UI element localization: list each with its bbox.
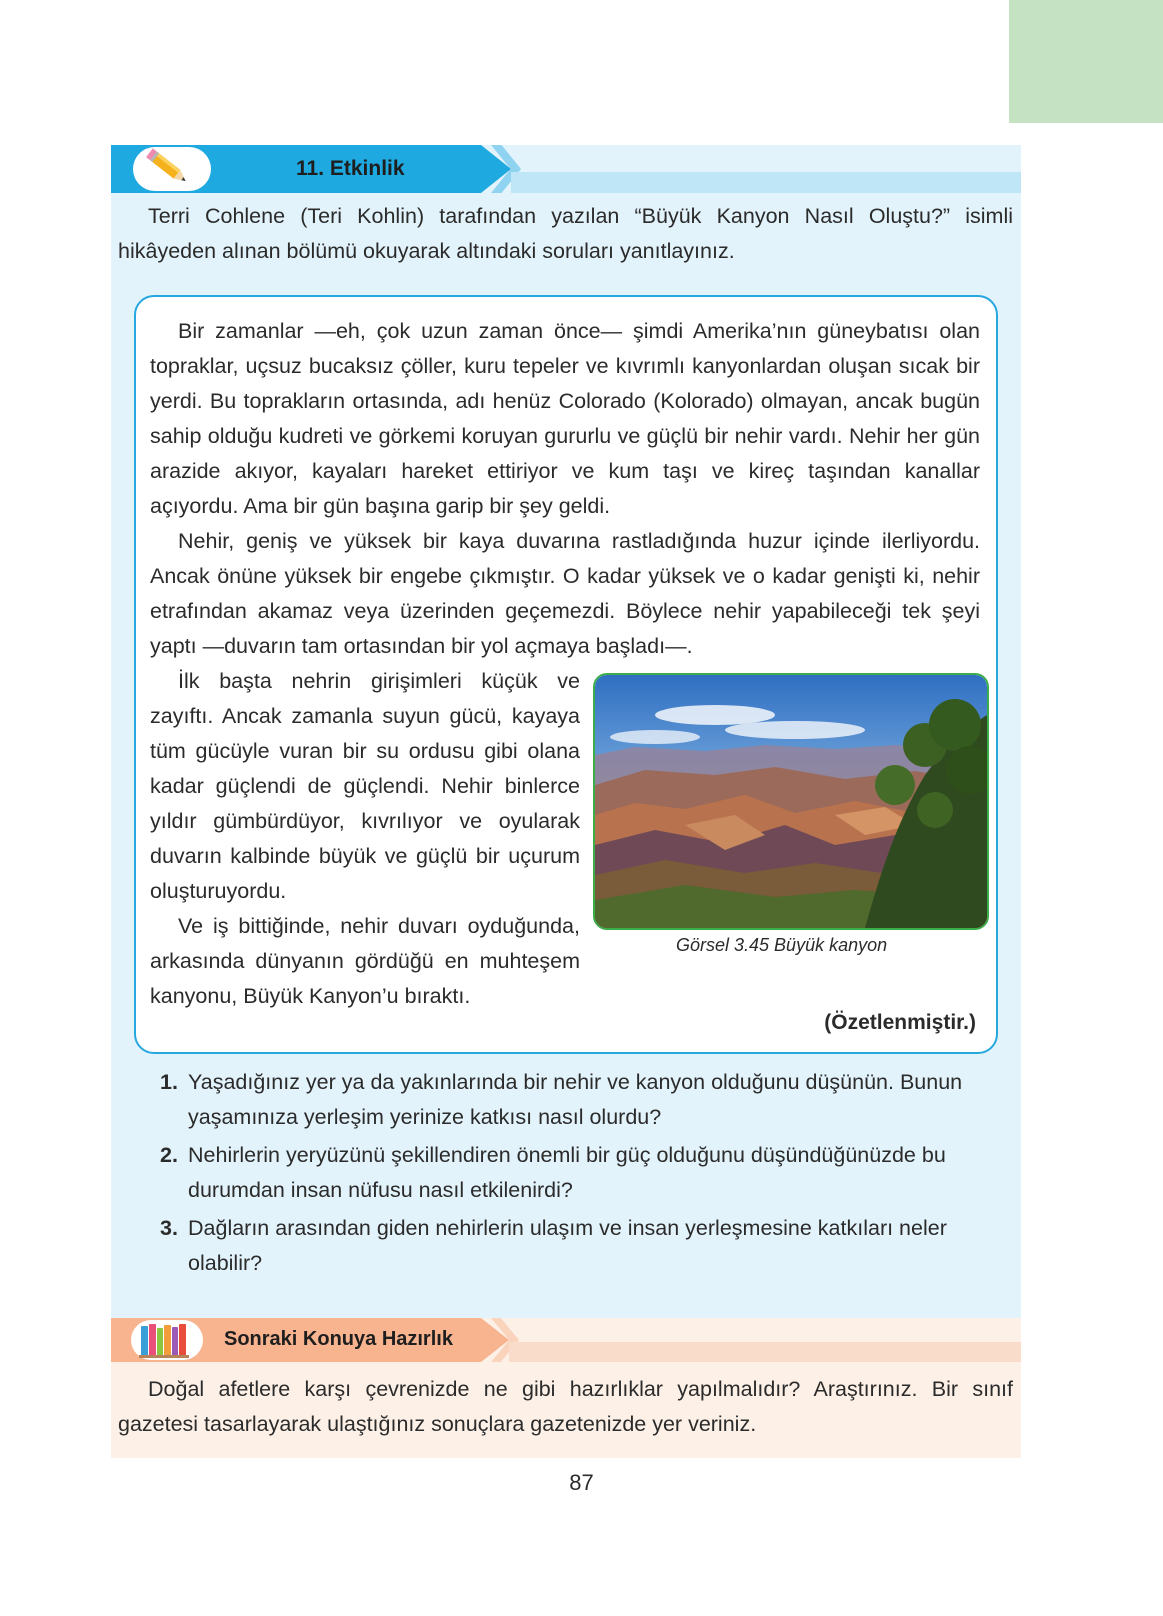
story-paragraph-2: Nehir, geniş ve yüksek bir kaya duvarına rastladığında huzur içinde ilerliyordu. Ancak önüne yüksek bir engebe çıkmıştır. O kadar yüksek ve o kadar genişti ki, nehir etrafından akamaz veya üzerinden geçemezdi. Böylece nehir yapabileceği tek şeyi yaptı —duvarın tam ortasından bir yol açmaya başladı—.	[150, 529, 980, 658]
question-item	[160, 1065, 990, 1135]
story-paragraph-3: İlk başta nehrin girişimleri küçük ve zayıftı. Ancak zamanla suyun gücü, kayaya tüm gücüyle vuran bir su ordusu gibi olana kadar güçlendi de güçlendi. Nehir binlerce yıldır gümbürdüyor, kıvrılıyor ve oyularak duvarın kalbinde büyük ve güçlü bir uçurum oluşturuyordu.	[150, 669, 580, 903]
story-paragraph-4: Ve iş bittiğinde, nehir duvarı oyduğunda, arkasında dünyanın gördüğü en muhteşem kanyonu, Büyük Kanyon’u bıraktı.	[150, 914, 580, 1008]
activity-header	[111, 145, 1021, 193]
summary-note: (Özetlenmiştir.)	[824, 1011, 976, 1034]
story-paragraph-1: Bir zamanlar —eh, çok uzun zaman önce— şimdi Amerika’nın güneybatısı olan topraklar, uçsuz bucaksız çöller, kuru tepeler ve kıvrımlı kanyonlardan oluşan sıcak bir yerdi. Bu toprakların ortasında, adı henüz Colorado (Kolorado) olmayan, ancak bugün sahip olduğu kudreti ve görkemi koruyan gururlu ve güçlü bir nehir vardı. Nehir her gün arazide akıyor, kayaları hareket ettiriyor ve kum taşı ve kireç taşından kanallar açıyordu. Ama bir gün başına garip bir şey geldi.	[150, 319, 980, 518]
question-number: 3.	[160, 1216, 178, 1240]
next-topic-title: Sonraki Konuya Hazırlık	[224, 1328, 453, 1350]
books-icon	[137, 1322, 197, 1360]
page-number: 87	[569, 1470, 594, 1495]
image-caption: Görsel 3.45 Büyük kanyon	[676, 935, 888, 955]
question-item	[160, 1138, 990, 1208]
canyon-photo	[593, 673, 989, 930]
question-list	[160, 1065, 990, 1284]
question-item	[160, 1211, 990, 1281]
question-number: 1.	[160, 1070, 178, 1094]
question-text: Yaşadığınız yer ya da yakınlarında bir nehir ve kanyon olduğunu düşünün. Bunun yaşamınıza yerleşim yerinize katkısı nasıl olurdu?	[188, 1070, 963, 1129]
corner-tab	[1009, 0, 1163, 123]
next-topic-header	[111, 1318, 1021, 1362]
next-topic-text: Doğal afetlere karşı çevrenizde ne gibi hazırlıklar yapılmalıdır? Araştırınız. Bir sınıf gazetesi tasarlayarak ulaştığınız sonuçlara gazetenizde yer veriniz.	[118, 1377, 1013, 1436]
question-text: Nehirlerin yeryüzünü şekillendiren önemli bir güç olduğunu düşündüğünüzde bu durumdan insan nüfusu nasıl etkilenirdi?	[188, 1143, 946, 1202]
question-text: Dağların arasından giden nehirlerin ulaşım ve insan yerleşmesine katkıları neler olabilir?	[188, 1216, 947, 1275]
pencil-icon	[143, 147, 199, 191]
question-number: 2.	[160, 1143, 178, 1167]
activity-title: 11. Etkinlik	[296, 157, 405, 180]
activity-intro: Terri Cohlene (Teri Kohlin) tarafından yazılan “Büyük Kanyon Nasıl Oluştu?” isimli hikâyeden alınan bölümü okuyarak altındaki soruları yanıtlayınız.	[118, 204, 1013, 263]
